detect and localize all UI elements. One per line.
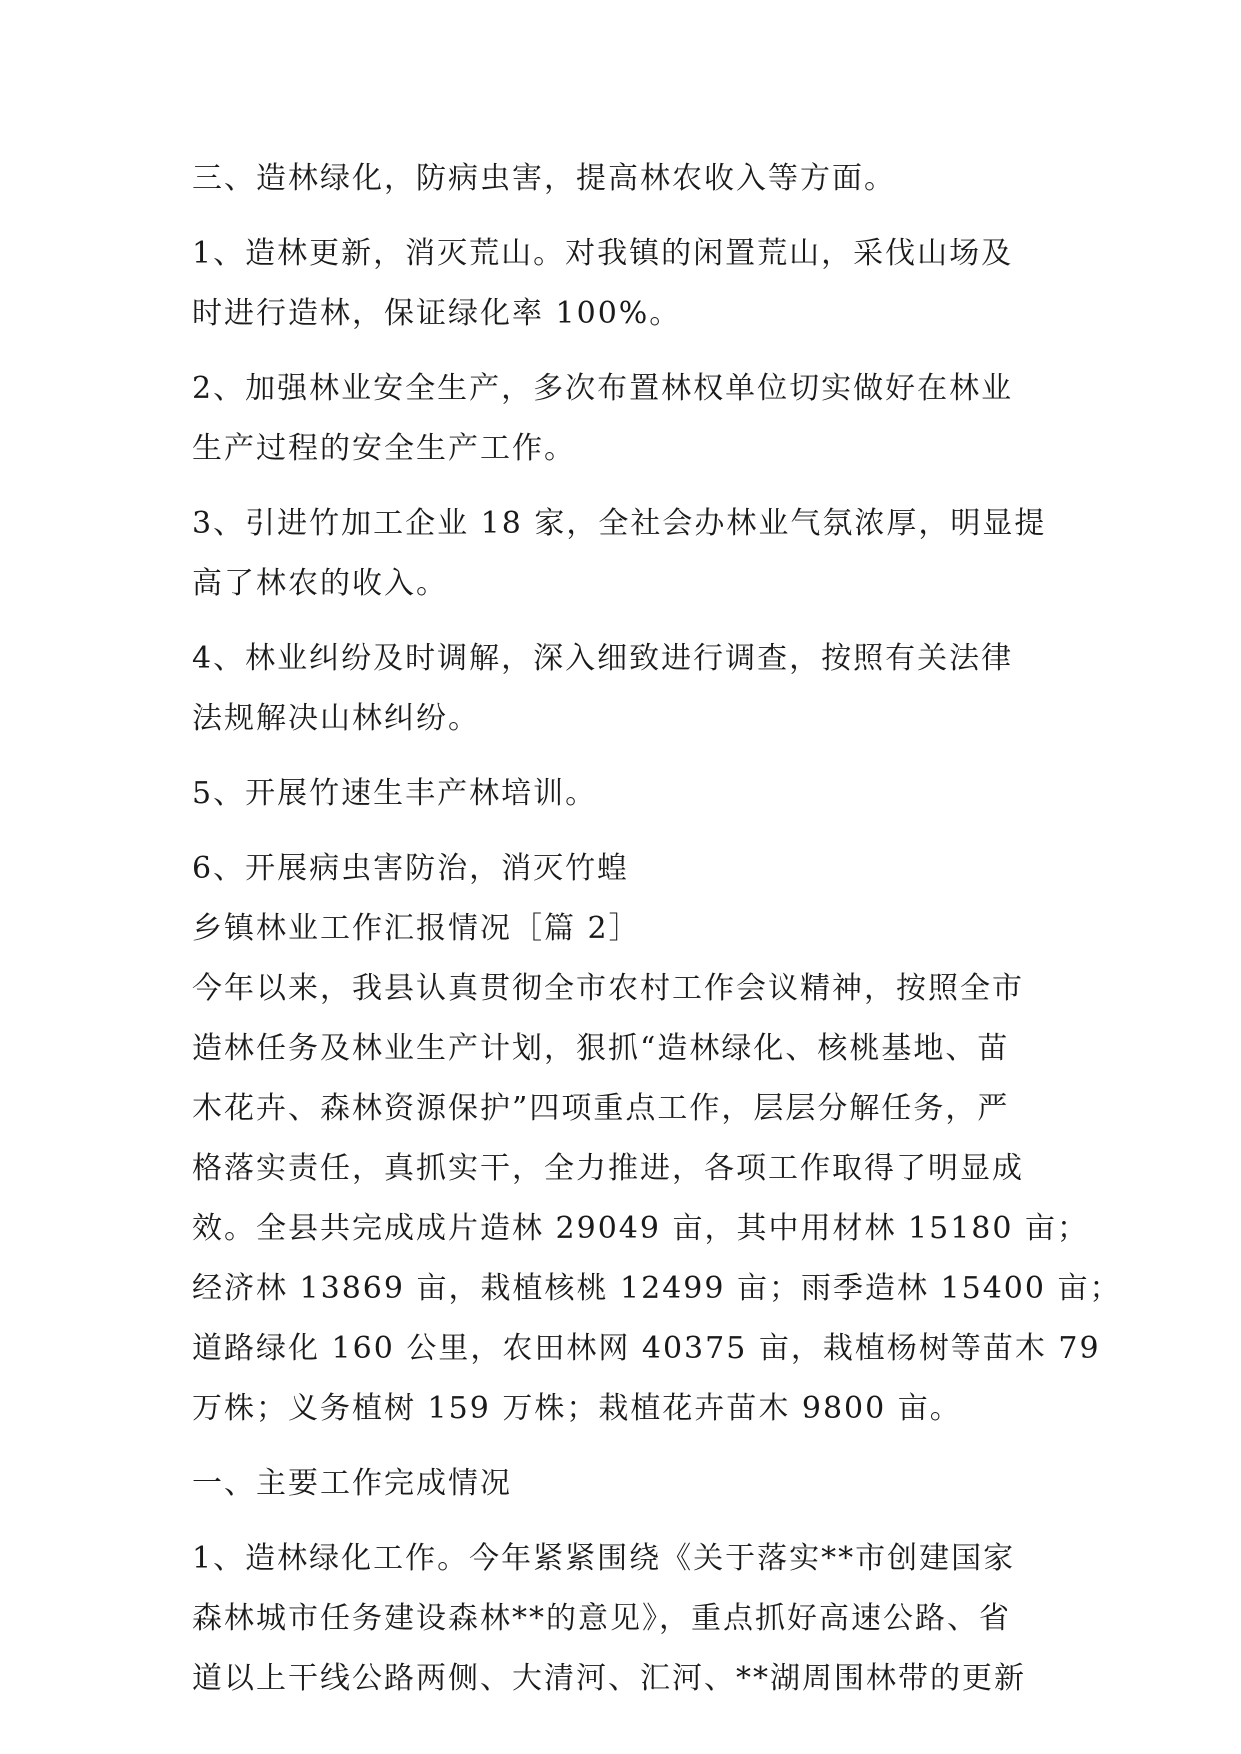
paragraph-line: 生产过程的安全生产工作。 bbox=[192, 431, 576, 466]
paragraph-line: 万株；义务植树 159 万株；栽植花卉苗木 9800 亩。 bbox=[192, 1391, 962, 1426]
document-body bbox=[192, 160, 1122, 1698]
paragraph-line: 森林城市任务建设森林**的意见》，重点抓好高速公路、省 bbox=[192, 1601, 1011, 1636]
paragraph-line: 3、引进竹加工企业 18 家，全社会办林业气氛浓厚，明显提 bbox=[192, 506, 1047, 541]
paragraph-line: 5、开展竹速生丰产林培训。 bbox=[192, 776, 598, 811]
paragraph-line: 6、开展病虫害防治，消灭竹蝗 bbox=[192, 851, 630, 886]
paragraph-line: 木花卉、森林资源保护”四项重点工作，层层分解任务，严 bbox=[192, 1091, 1010, 1126]
paragraph-line: 格落实责任，真抓实干，全力推进，各项工作取得了明显成 bbox=[192, 1151, 1024, 1186]
paragraph-line: 1、造林绿化工作。今年紧紧围绕《关于落实**市创建国家 bbox=[192, 1541, 1016, 1576]
paragraph-line: 1、造林更新，消灭荒山。对我镇的闲置荒山，采伐山场及 bbox=[192, 236, 1014, 271]
paragraph-line: 时进行造林，保证绿化率 100%。 bbox=[192, 296, 682, 331]
section-heading-3: 三、造林绿化，防病虫害，提高林农收入等方面。 bbox=[192, 161, 896, 196]
paragraph-line: 经济林 13869 亩，栽植核桃 12499 亩；雨季造林 15400 亩； bbox=[192, 1271, 1122, 1306]
paragraph-line: 效。全县共完成成片造林 29049 亩，其中用材林 15180 亩； bbox=[192, 1211, 1090, 1246]
paragraph-line: 道以上干线公路两侧、大清河、汇河、**湖周围林带的更新 bbox=[192, 1661, 1026, 1696]
paragraph-line: 4、林业纠纷及时调解，深入细致进行调查，按照有关法律 bbox=[192, 641, 1014, 676]
section-heading-1: 一、主要工作完成情况 bbox=[192, 1466, 512, 1501]
article-heading: 乡镇林业工作汇报情况［篇 2］ bbox=[192, 911, 641, 946]
paragraph-line: 造林任务及林业生产计划，狠抓“造林绿化、核桃基地、苗 bbox=[192, 1031, 1010, 1066]
paragraph-line: 今年以来，我县认真贯彻全市农村工作会议精神，按照全市 bbox=[192, 971, 1024, 1006]
paragraph-line: 法规解决山林纠纷。 bbox=[192, 701, 480, 736]
paragraph-line: 2、加强林业安全生产，多次布置林权单位切实做好在林业 bbox=[192, 371, 1014, 406]
paragraph-line: 道路绿化 160 公里，农田林网 40375 亩，栽植杨树等苗木 79 bbox=[192, 1331, 1101, 1366]
paragraph-line: 高了林农的收入。 bbox=[192, 566, 448, 601]
